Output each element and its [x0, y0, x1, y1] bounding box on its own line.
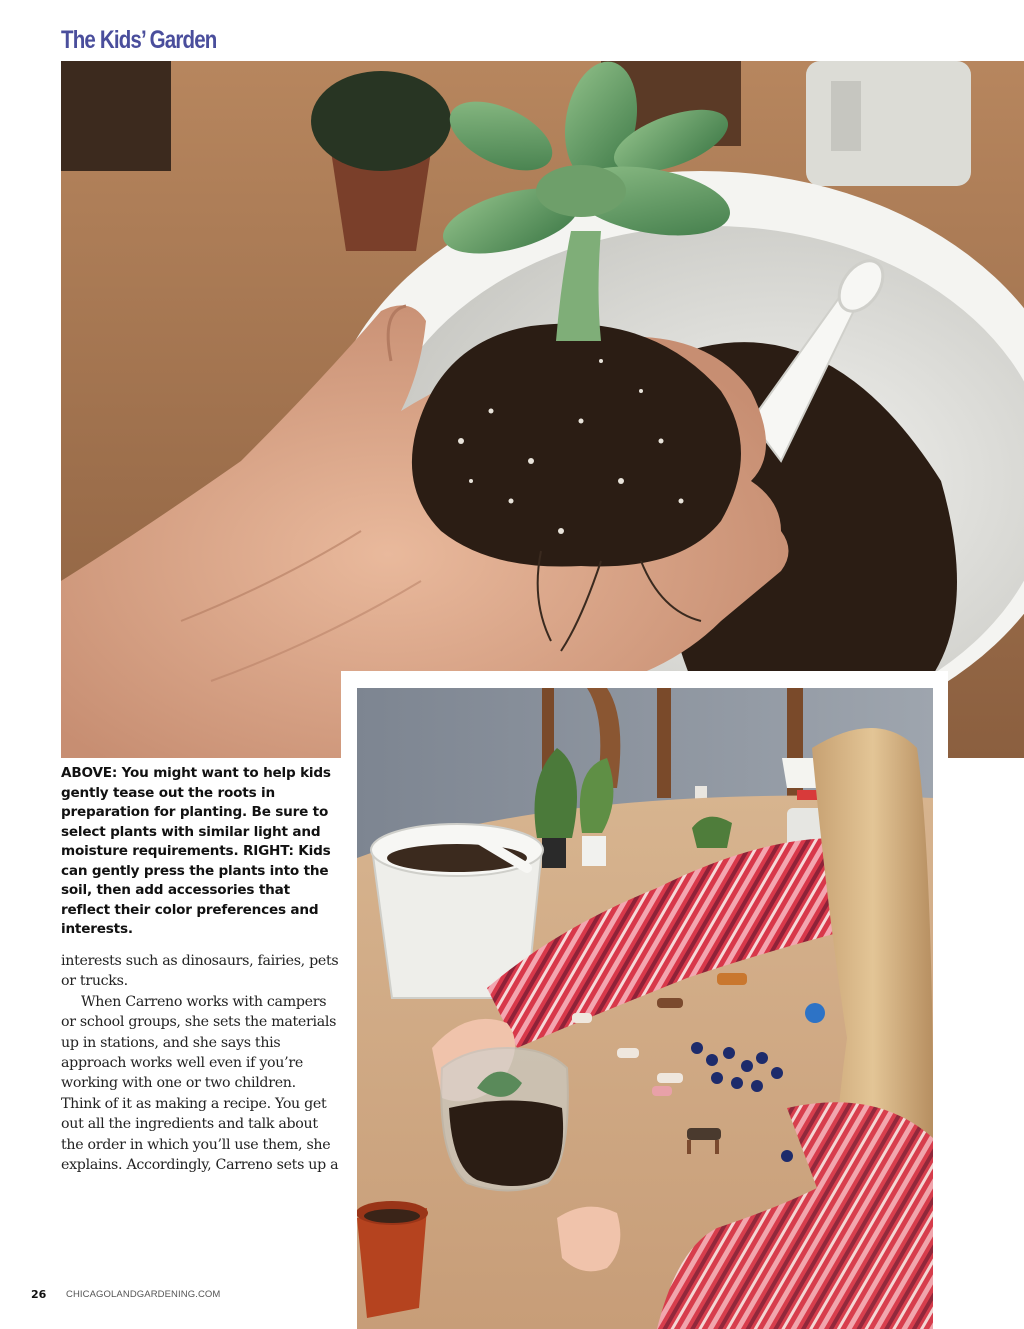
photo-caption: ABOVE: You might want to help kids gently tease out the roots in preparation for planting. Be sure to select plants with similar light and moisture requirements. RIGHT: Kids can gently press the plants into the soil, then add accessories that reflect their color preferences and interests.: [61, 765, 331, 937]
article-paragraph-1: interests such as dinosaurs, fairies, pets or trucks.: [61, 953, 339, 990]
photo-hand-plant-illustration: [61, 61, 1024, 758]
section-title: The Kids’ Garden: [61, 26, 217, 54]
footer-website: CHICAGOLANDGARDENING.COM: [66, 1289, 221, 1300]
article-paragraph-2: When Carreno works with campers or school groups, she sets the materials up in stations, and she says this approach works well even if you’re working with one or two children. Think of it as making a recipe. You get out all the ingredients and talk about the order in which you’ll use them, she explains. Accordingly, Carreno sets up a: [61, 993, 339, 1174]
page-number: 26: [31, 1288, 47, 1301]
photo-bottom: [357, 688, 933, 1329]
article-body: [61, 951, 339, 1175]
photo-top: [61, 61, 1024, 758]
photo-child-terrarium-illustration: [357, 688, 933, 1329]
